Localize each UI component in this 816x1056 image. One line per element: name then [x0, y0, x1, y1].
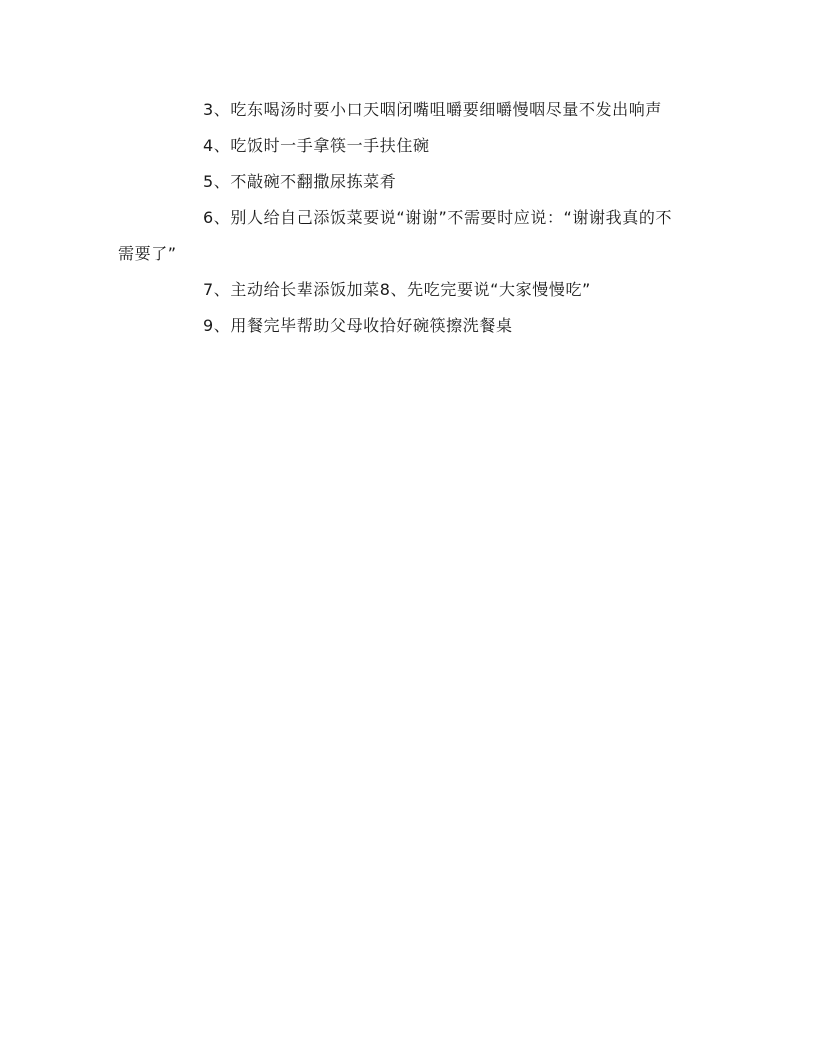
paragraph-item-7-8: 7、主动给长辈添饭加菜8、先吃完要说“大家慢慢吃” [203, 280, 591, 299]
paragraph-item-9: 9、用餐完毕帮助父母收拾好碗筷擦洗餐桌 [203, 316, 513, 335]
paragraph-item-6: 6、别人给自己添饭菜要说“谢谢”不需要时应说：“谢谢我真的不需要了” [118, 208, 673, 263]
paragraph-item-5: 5、不敲碗不翻撒尿拣菜肴 [203, 172, 397, 191]
paragraph-item-3: 3、吃东喝汤时要小口天咽闭嘴咀嚼要细嚼慢咽尽量不发出响声 [203, 100, 662, 119]
paragraph-item-4: 4、吃饭时一手拿筷一手扶住碗 [203, 136, 430, 155]
document-body [118, 92, 684, 344]
